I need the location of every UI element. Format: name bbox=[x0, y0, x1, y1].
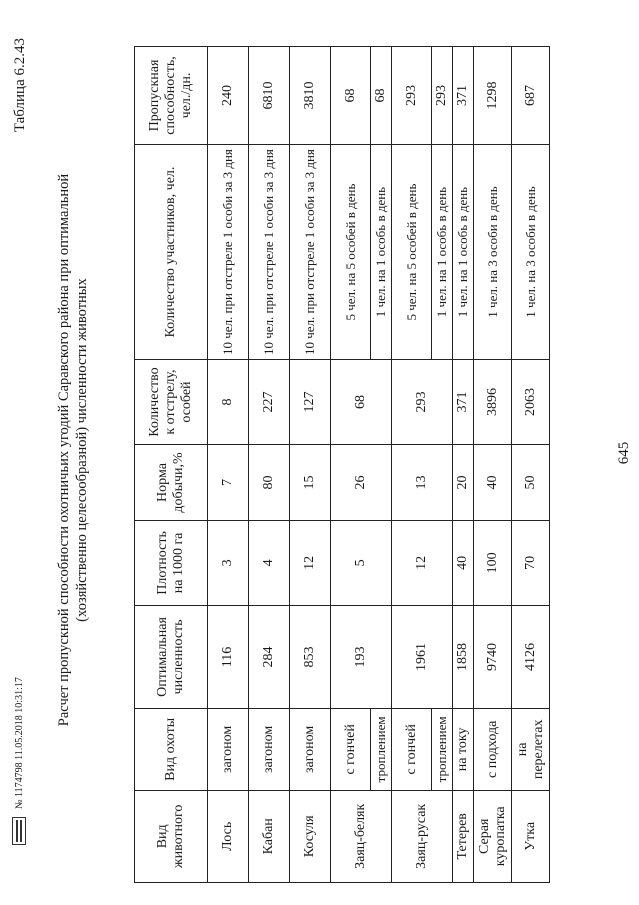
cell-hunt: загоном bbox=[249, 709, 290, 791]
registry-stamp bbox=[12, 677, 26, 845]
cell-participants: 5 чел. на 5 особей в день bbox=[392, 144, 432, 359]
cell-capacity: 3810 bbox=[290, 47, 331, 145]
table-label: Таблица 6.2.43 bbox=[12, 38, 28, 133]
cell-hunt: троплением bbox=[432, 709, 453, 791]
cell-quantity: 3896 bbox=[474, 360, 512, 445]
table-row bbox=[474, 47, 512, 883]
cell-hunt: на току bbox=[453, 709, 474, 791]
header-participants: Количество участников, чел. bbox=[135, 144, 208, 359]
cell-norm: 15 bbox=[290, 444, 331, 520]
title-line-1: Расчет пропускной способности охотничьих угодий Саравского района при оптимальной bbox=[56, 173, 72, 727]
cell-optimal: 1961 bbox=[392, 605, 453, 708]
cell-optimal: 284 bbox=[249, 605, 290, 708]
cell-animal: Лось bbox=[208, 790, 249, 882]
cell-quantity: 8 bbox=[208, 360, 249, 445]
cell-participants: 1 чел. на 3 особи в день bbox=[512, 144, 550, 359]
cell-optimal: 193 bbox=[331, 605, 392, 708]
cell-participants: 10 чел. при отстреле 1 особи за 3 дня bbox=[290, 144, 331, 359]
cell-animal: Заяц-русак bbox=[392, 790, 453, 882]
cell-density: 5 bbox=[331, 521, 392, 606]
cell-hunt: с гончей bbox=[331, 709, 371, 791]
cell-optimal: 9740 bbox=[474, 605, 512, 708]
cell-capacity: 6810 bbox=[249, 47, 290, 145]
cell-capacity: 687 bbox=[512, 47, 550, 145]
cell-hunt: загоном bbox=[290, 709, 331, 791]
cell-participants: 1 чел. на 1 особь в день bbox=[371, 144, 392, 359]
cell-optimal: 116 bbox=[208, 605, 249, 708]
cell-animal: Заяц-беляк bbox=[331, 790, 392, 882]
cell-animal: Косуля bbox=[290, 790, 331, 882]
stamp-text: № 1174798 11.05.2018 10:31:17 bbox=[13, 677, 25, 809]
header-capacity: Пропускная способность, чел./дн. bbox=[135, 47, 208, 145]
cell-quantity: 293 bbox=[392, 360, 453, 445]
cell-participants: 10 чел. при отстреле 1 особи за 3 дня bbox=[249, 144, 290, 359]
table-title bbox=[55, 55, 91, 845]
cell-norm: 13 bbox=[392, 444, 453, 520]
cell-capacity: 293 bbox=[432, 47, 453, 145]
registry-stamp-icon bbox=[12, 817, 26, 845]
cell-quantity: 371 bbox=[453, 360, 474, 445]
cell-norm: 26 bbox=[331, 444, 392, 520]
cell-participants: 1 чел. на 1 особь в день bbox=[432, 144, 453, 359]
cell-animal: Кабан bbox=[249, 790, 290, 882]
cell-hunt: загоном bbox=[208, 709, 249, 791]
header-row bbox=[135, 47, 208, 883]
cell-participants: 1 чел. на 3 особи в день bbox=[474, 144, 512, 359]
cell-capacity: 293 bbox=[392, 47, 432, 145]
cell-norm: 7 bbox=[208, 444, 249, 520]
cell-capacity: 68 bbox=[371, 47, 392, 145]
cell-norm: 80 bbox=[249, 444, 290, 520]
cell-norm: 40 bbox=[474, 444, 512, 520]
header-quantity: Количество к отстрелу, особей bbox=[135, 360, 208, 445]
cell-capacity: 371 bbox=[453, 47, 474, 145]
cell-quantity: 2063 bbox=[512, 360, 550, 445]
cell-density: 40 bbox=[453, 521, 474, 606]
cell-density: 70 bbox=[512, 521, 550, 606]
cell-hunt: с гончей bbox=[392, 709, 432, 791]
cell-quantity: 68 bbox=[331, 360, 392, 445]
cell-capacity: 240 bbox=[208, 47, 249, 145]
cell-quantity: 227 bbox=[249, 360, 290, 445]
cell-density: 3 bbox=[208, 521, 249, 606]
cell-animal: Серая куропатка bbox=[474, 790, 512, 882]
header-norm: Норма добычи,% bbox=[135, 444, 208, 520]
table-row bbox=[208, 47, 249, 883]
table-row bbox=[453, 47, 474, 883]
cell-participants: 1 чел. на 1 особь в день bbox=[453, 144, 474, 359]
page-number: 645 bbox=[616, 441, 632, 465]
cell-capacity: 1298 bbox=[474, 47, 512, 145]
cell-optimal: 853 bbox=[290, 605, 331, 708]
cell-capacity: 68 bbox=[331, 47, 371, 145]
table-row bbox=[331, 47, 371, 883]
header-optimal: Оптимальная численность bbox=[135, 605, 208, 708]
table-row bbox=[392, 47, 432, 883]
cell-density: 12 bbox=[392, 521, 453, 606]
table-row bbox=[512, 47, 550, 883]
cell-animal: Утка bbox=[512, 790, 550, 882]
cell-density: 12 bbox=[290, 521, 331, 606]
cell-norm: 50 bbox=[512, 444, 550, 520]
cell-density: 4 bbox=[249, 521, 290, 606]
cell-optimal: 4126 bbox=[512, 605, 550, 708]
header-hunt: Вид охоты bbox=[135, 709, 208, 791]
cell-quantity: 127 bbox=[290, 360, 331, 445]
header-animal: Вид животного bbox=[135, 790, 208, 882]
capacity-table bbox=[134, 46, 550, 883]
cell-animal: Тетерев bbox=[453, 790, 474, 882]
table-row bbox=[290, 47, 331, 883]
table-row bbox=[249, 47, 290, 883]
cell-participants: 5 чел. на 5 особей в день bbox=[331, 144, 371, 359]
cell-density: 100 bbox=[474, 521, 512, 606]
cell-hunt: с подхода bbox=[474, 709, 512, 791]
cell-participants: 10 чел. при отстреле 1 особи за 3 дня bbox=[208, 144, 249, 359]
cell-hunt: троплением bbox=[371, 709, 392, 791]
cell-optimal: 1858 bbox=[453, 605, 474, 708]
cell-norm: 20 bbox=[453, 444, 474, 520]
cell-hunt: на перелетах bbox=[512, 709, 550, 791]
title-line-2: (хозяйственно целесообразной) численности животных bbox=[74, 278, 90, 622]
header-density: Плотность на 1000 га bbox=[135, 521, 208, 606]
